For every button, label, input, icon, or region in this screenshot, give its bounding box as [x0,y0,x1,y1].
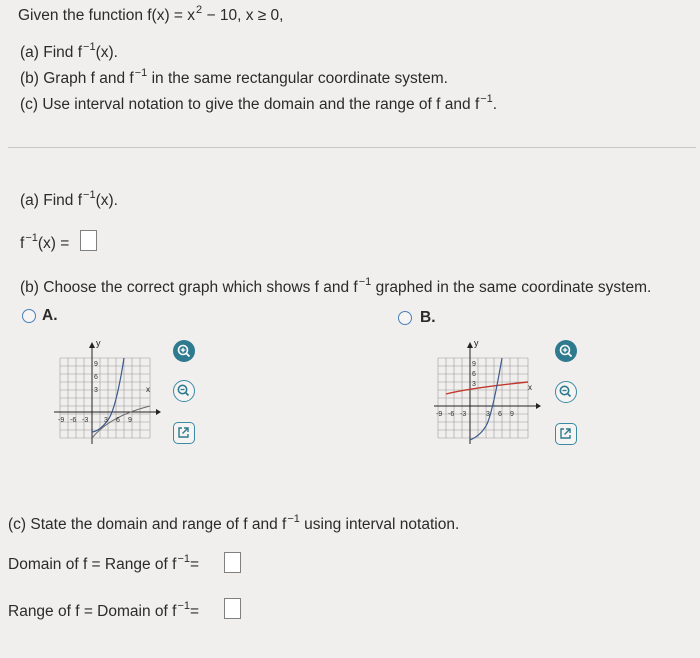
option-a-open-button[interactable] [173,422,195,444]
option-b-radio[interactable] [398,311,412,325]
option-a-graph [50,336,162,448]
zoom-in-icon [173,340,195,362]
option-a-tick: 6 [94,374,98,381]
part-c-tail: . [492,96,498,113]
part-a-text: (a) Find f [20,44,83,61]
question-part-a [20,41,118,62]
option-a-tick: -9 [58,417,65,424]
part-b-tail: in the same rectangular coordinate system. [147,70,448,87]
option-b-zoom-out-button[interactable] [555,381,577,403]
question-intro [18,4,284,25]
option-b-tick: -9 [436,411,443,418]
range-equals: = [190,603,200,620]
inverse-superscript: −1 [134,67,148,79]
option-b-y-label: y [474,338,479,348]
zoom-in-icon [555,340,577,362]
option-a-tick: -3 [82,417,89,424]
option-b-y-arrow [467,342,473,348]
domain-equals: = [190,556,200,573]
domain-input[interactable] [224,552,241,573]
section-c-prompt [8,513,459,534]
option-b-tick: 9 [510,411,514,418]
option-b-tick: 3 [486,411,490,418]
option-b-x-label: x [528,383,532,392]
option-b-tick: 6 [498,411,502,418]
open-external-icon [174,423,193,442]
option-a-radio[interactable] [22,309,36,323]
option-b-tick: -6 [448,411,455,418]
inverse-superscript: −1 [480,93,493,105]
section-c-prompt-text: (c) State the domain and range of f and f [8,516,287,533]
option-a-y-arrow [89,342,95,348]
part-c-text: (c) Use interval notation to give the domain and the range of f and f [20,96,480,113]
option-a-tick: -6 [70,417,77,424]
domain-label: Domain of f = Range of f [8,556,177,573]
inverse-superscript: −1 [25,232,38,244]
question-part-c [20,93,497,114]
range-row [8,600,199,621]
option-b-label[interactable]: B. [420,309,436,326]
option-a-tick: 3 [104,417,108,424]
section-b-prompt [20,276,651,297]
range-label: Range of f = Domain of f [8,603,177,620]
option-b-curve-inverse [446,382,528,394]
intro-exponent: 2 [196,4,203,16]
option-a-x-arrow [156,409,161,415]
option-a-zoom-in-button[interactable] [173,340,195,362]
range-input[interactable] [224,598,241,619]
inverse-superscript: −1 [83,189,96,201]
section-a-heading-text: (a) Find f [20,192,83,209]
inverse-superscript: −1 [287,513,300,525]
open-external-icon [556,424,575,443]
option-b-x-arrow [536,403,541,409]
zoom-out-icon [174,381,193,400]
answer-prefix: f [20,235,25,252]
option-a-label[interactable]: A. [42,307,58,324]
part-b-text: (b) Graph f and f [20,70,134,87]
zoom-out-icon [556,382,575,401]
inverse-superscript: −1 [358,276,372,288]
option-b-tick: 6 [472,371,476,378]
option-b-grid [438,358,528,438]
option-a-tick: 3 [94,387,98,394]
section-b-prompt-tail: graphed in the same coordinate system. [371,279,652,296]
option-a-tick: 9 [128,417,132,424]
section-c-prompt-tail: using interval notation. [299,516,460,533]
section-a-heading [20,189,118,210]
answer-mid: (x) = [37,235,70,252]
inverse-superscript: −1 [177,600,190,612]
option-a-tick: 9 [94,361,98,368]
question-part-b [20,67,448,88]
inverse-answer-input[interactable] [80,230,97,251]
option-a-y-label: y [96,338,101,348]
option-a-x-label: x [146,385,150,394]
option-a-zoom-out-button[interactable] [173,380,195,402]
option-b-graph [430,336,542,448]
intro-text-tail: − 10, x ≥ 0, [202,7,284,24]
option-b-zoom-in-button[interactable] [555,340,577,362]
intro-text: Given the function f(x) = x [18,7,196,24]
option-a-tick: 6 [116,417,120,424]
section-a-heading-tail: (x). [95,192,118,209]
inverse-superscript: −1 [177,553,190,565]
domain-row [8,553,199,574]
section-b-prompt-text: (b) Choose the correct graph which shows f and f [20,279,358,296]
inverse-superscript: −1 [83,41,96,53]
option-b-open-button[interactable] [555,423,577,445]
option-b-tick: -3 [460,411,467,418]
option-b-tick: 9 [472,361,476,368]
inverse-answer-row [20,232,69,253]
part-a-tail: (x). [95,44,118,61]
option-b-tick: 3 [472,381,476,388]
section-divider [8,147,696,148]
